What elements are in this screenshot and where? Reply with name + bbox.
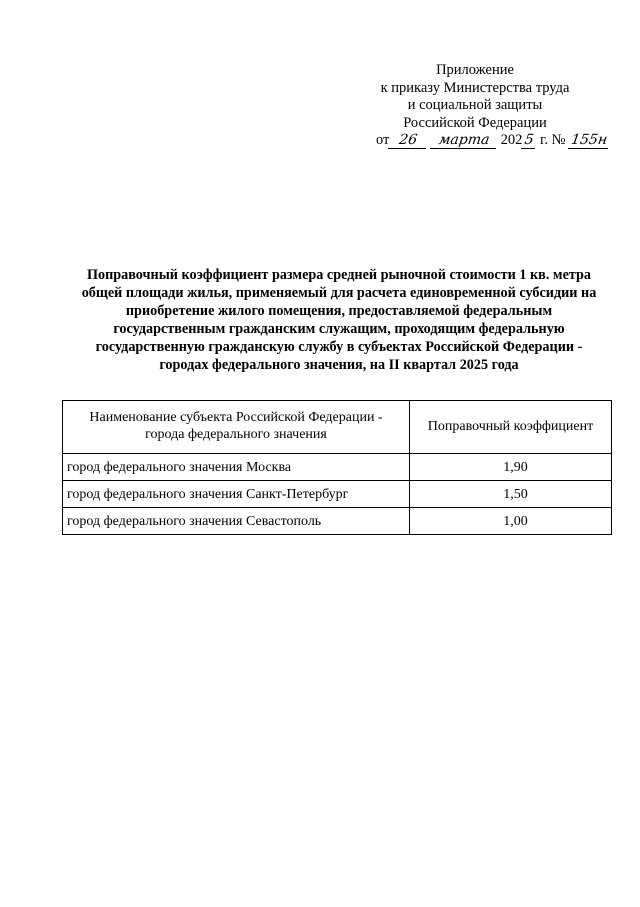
header-subject-line-2: города федерального значения [145,427,327,442]
row-subject-name: город федерального значения Санкт-Петербург [63,481,410,508]
appendix-line-1: Приложение [436,62,514,78]
appendix-header [350,62,609,150]
appendix-line-3: и социальной защиты [407,97,543,113]
date-prefix: от [376,132,390,148]
header-subject-line-1: Наименование субъекта Российской Федерации - [89,410,383,425]
handwritten-year-digit: 5 [521,133,537,149]
document-title [60,266,618,374]
handwritten-day: 26 [388,133,428,149]
title-line-1: Поправочный коэффициент размера средней рыночной стоимости 1 кв. метра [86,267,592,283]
coefficient-table [62,400,612,535]
header-subject-name [63,401,410,454]
title-line-4: государственным гражданским служащим, проходящим федеральную [113,321,565,337]
appendix-line-4: Российской Федерации [403,114,547,131]
row-coefficient-value: 1,50 [410,481,612,508]
row-subject-name: город федерального значения Севастополь [63,508,410,535]
title-line-3: приобретение жилого помещения, предоставляемой федеральным [125,303,553,319]
appendix-line-2: к приказу Министерства труда [380,79,570,96]
table-header-row [63,401,612,454]
handwritten-order-number: 155н [568,133,610,149]
title-line-2: общей площади жилья, применяемый для расчета единовременной субсидии на [81,285,597,301]
table-row [63,454,612,481]
order-date-line [350,132,609,150]
row-subject-name: город федерального значения Москва [63,454,410,481]
row-coefficient-value: 1,00 [410,508,612,535]
handwritten-month: марта [430,133,498,149]
number-label: г. № [540,132,566,148]
table-row [63,508,612,535]
title-line-5: государственную гражданскую службу в субъектах Российской Федерации - [95,339,583,355]
year-prefix: 202 [500,132,523,148]
title-line-6: городах федерального значения, на II квартал 2025 года [159,357,519,373]
table-row [63,481,612,508]
header-coefficient: Поправочный коэффициент [410,401,612,454]
row-coefficient-value: 1,90 [410,454,612,481]
